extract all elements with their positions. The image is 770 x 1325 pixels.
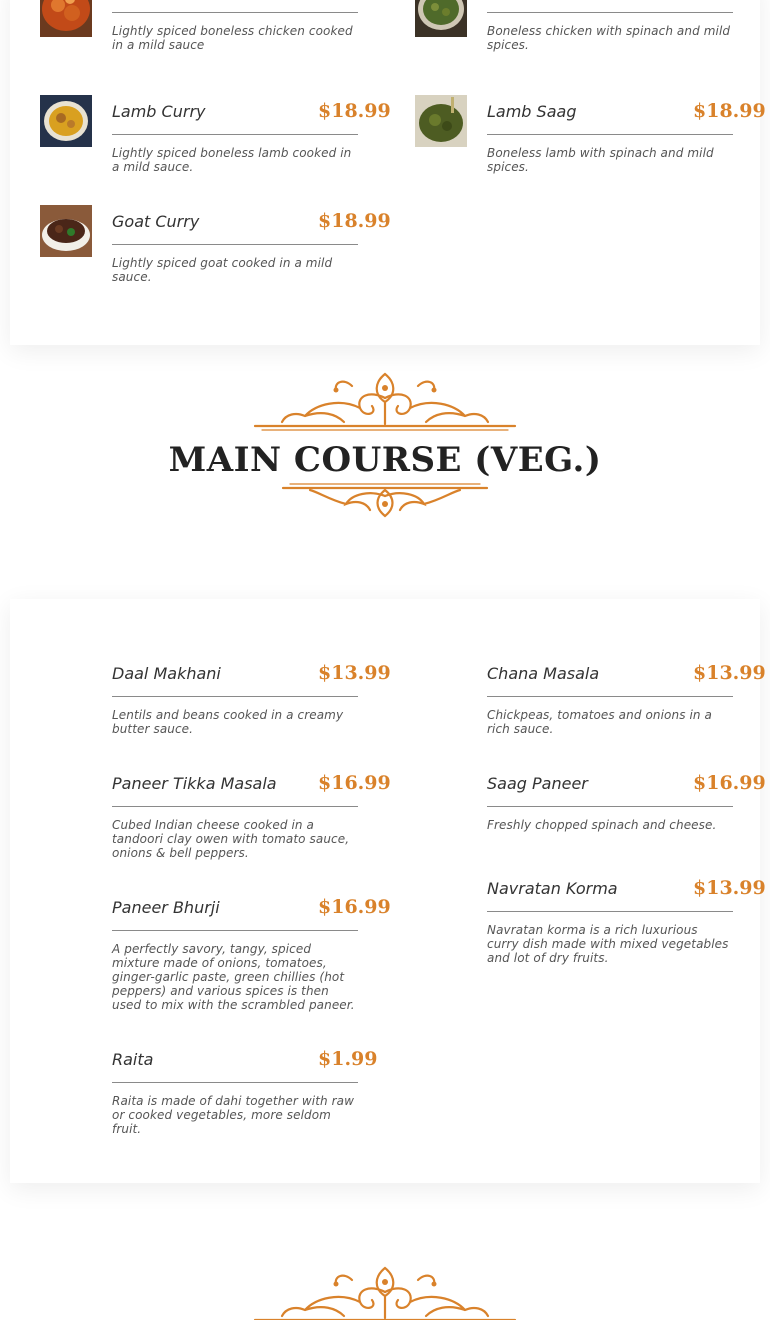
lamb-curry-image (40, 95, 92, 147)
item-description: A perfectly savory, tangy, spiced mixture made of onions, tomatoes, ginger-garlic paste, green chillies (hot peppers) and various spices is then used to mix with the scrambled paneer. (112, 942, 355, 1012)
item-divider (487, 911, 733, 912)
item-description: Freshly chopped spinach and cheese. (487, 818, 717, 832)
menu-item-chicken-saag (487, 0, 757, 69)
item-description: Boneless chicken with spinach and mild spices. (487, 24, 731, 52)
chicken-curry-image (40, 0, 92, 37)
item-price: $18.99 (318, 100, 391, 122)
ornament-next-section (0, 1264, 770, 1320)
item-price: $16.99 (318, 896, 391, 918)
item-price: $18.99 (318, 210, 391, 232)
item-divider (112, 696, 358, 697)
item-name: Daal Makhani (112, 664, 221, 683)
goat-curry-image (40, 205, 92, 257)
item-divider (487, 696, 733, 697)
item-description: Raita is made of dahi together with raw or cooked vegetables, more seldom fruit. (112, 1094, 355, 1136)
item-description: Lightly spiced boneless chicken cooked in a mild sauce (112, 24, 353, 52)
item-price: $13.99 (693, 877, 766, 899)
item-price: $13.99 (318, 662, 391, 684)
item-price: $16.99 (318, 772, 391, 794)
menu-item-daal-makhani (112, 662, 391, 753)
item-name (112, 0, 225, 1)
item-description: Navratan korma is a rich luxurious curry dish made with mixed vegetables and lot of dry fruits. (487, 923, 729, 965)
item-divider (487, 134, 733, 135)
non-veg-menu-card (10, 0, 766, 345)
item-price: $1.99 (318, 1048, 378, 1070)
menu-item-lamb-saag (487, 100, 766, 191)
item-name: Paneer Tikka Masala (112, 774, 277, 793)
item-divider (112, 806, 358, 807)
item-divider (112, 244, 358, 245)
item-name (487, 0, 596, 1)
menu-item-navratan-korma (487, 877, 766, 978)
item-description: Chickpeas, tomatoes and onions in a rich sauce. (487, 708, 712, 736)
section-title-main-course-veg: MAIN COURSE (VEG.) (168, 440, 602, 480)
item-name: Paneer Bhurji (112, 898, 220, 917)
item-name: Saag Paneer (487, 774, 588, 793)
item-divider (112, 930, 358, 931)
ornament-bottom (0, 482, 770, 522)
item-price: $18.99 (693, 100, 766, 122)
chicken-saag-image (415, 0, 467, 37)
item-name: Lamb Saag (487, 102, 577, 121)
menu-item-saag-paneer (487, 772, 766, 853)
item-divider (487, 12, 733, 13)
item-divider (112, 134, 358, 135)
menu-item-lamb-curry (112, 100, 391, 191)
veg-menu-card (10, 599, 766, 1183)
item-description: Lentils and beans cooked in a creamy butter sauce. (112, 708, 344, 736)
item-divider (112, 12, 358, 13)
lamb-saag-image (415, 95, 467, 147)
item-divider (112, 1082, 358, 1083)
menu-item-chicken-curry (112, 0, 382, 69)
item-description: Cubed Indian cheese cooked in a tandoori clay owen with tomato sauce, onions & bell peppers. (112, 818, 350, 860)
item-name: Navratan Korma (487, 879, 618, 898)
item-name: Raita (112, 1050, 154, 1069)
item-price: $13.99 (693, 662, 766, 684)
item-name: Chana Masala (487, 664, 600, 683)
item-description: Lightly spiced boneless lamb cooked in a mild sauce. (112, 146, 352, 174)
item-price (693, 0, 766, 1)
item-description: Lightly spiced goat cooked in a mild sauce. (112, 256, 333, 284)
item-divider (487, 806, 733, 807)
menu-item-paneer-bhurji (112, 896, 391, 1027)
item-name: Goat Curry (112, 212, 200, 231)
ornament-top (0, 368, 770, 434)
menu-item-paneer-tikka-masala (112, 772, 391, 873)
menu-item-chana-masala (487, 662, 766, 753)
item-description: Boneless lamb with spinach and mild spices. (487, 146, 714, 174)
item-name: Lamb Curry (112, 102, 206, 121)
menu-item-goat-curry (112, 210, 391, 301)
menu-item-raita (112, 1049, 382, 1139)
item-price: $16.99 (693, 772, 766, 794)
item-price (318, 0, 391, 1)
